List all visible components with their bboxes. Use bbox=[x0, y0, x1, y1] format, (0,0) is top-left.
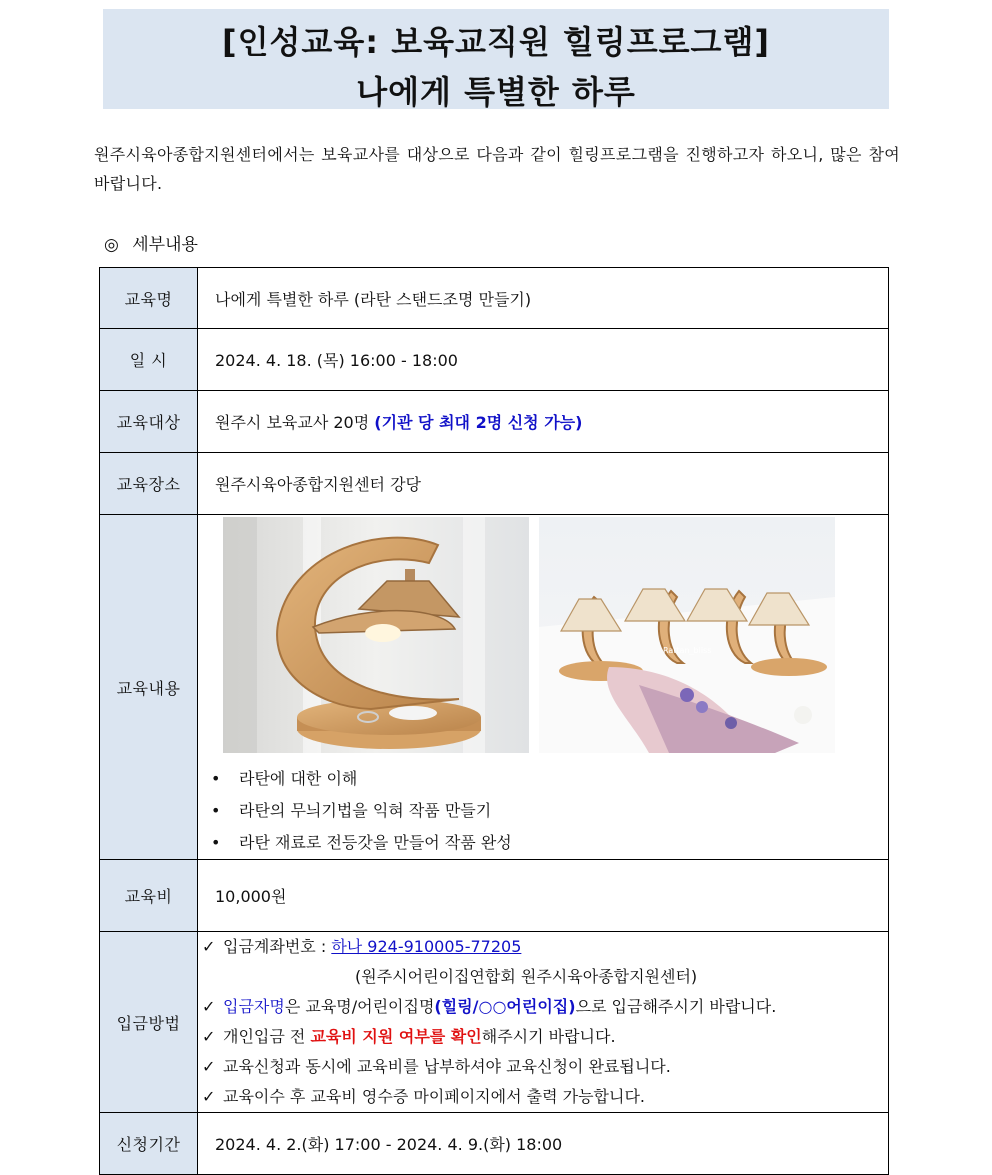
check-icon: ✓ bbox=[202, 1057, 216, 1076]
intro-paragraph: 원주시육아종합지원센터에서는 보육교사를 대상으로 다음과 같이 힐링프로그램을 진행하고자 하오니, 많은 참여바랍니다. bbox=[94, 145, 900, 193]
value-place: 원주시육아종합지원센터 강당 bbox=[198, 453, 889, 515]
value-date: 2024. 4. 18. (목) 16:00 - 18:00 bbox=[198, 329, 889, 391]
value-course-name: 나에게 특별한 하루 (라탄 스탠드조명 만들기) bbox=[198, 268, 889, 329]
target-highlight: (기관 당 최대 2명 신청 가능) bbox=[374, 413, 583, 432]
lamp-photo-group bbox=[539, 517, 835, 753]
photo-watermark: Rattan_bliss bbox=[663, 646, 712, 655]
list-item: • 라탄 재료로 전등갓을 만들어 작품 완성 bbox=[231, 827, 888, 859]
check-icon: ✓ bbox=[202, 937, 216, 956]
row-target bbox=[100, 391, 889, 453]
value-period: 2024. 4. 2.(화) 17:00 - 2024. 4. 9.(화) 18:00 bbox=[198, 1113, 889, 1175]
title-line-2: 나에게 특별한 하루 bbox=[356, 73, 636, 111]
label-date: 일 시 bbox=[100, 329, 198, 391]
depositor-tail: 으로 입금해주시기 바랍니다. bbox=[575, 997, 777, 1016]
depositor-example: (힐링/○○어린이집) bbox=[434, 997, 576, 1016]
row-course-name bbox=[100, 268, 889, 329]
target-text: 원주시 보육교사 20명 bbox=[215, 413, 375, 432]
list-item: • 라탄에 대한 이해 bbox=[231, 763, 888, 795]
label-fee: 교육비 bbox=[100, 860, 198, 932]
check-icon: ✓ bbox=[202, 1087, 216, 1106]
content-bullet-list bbox=[198, 763, 888, 859]
title-banner bbox=[103, 9, 889, 109]
check-highlight: 교육비 지원 여부를 확인 bbox=[310, 1027, 482, 1046]
label-target: 교육대상 bbox=[100, 391, 198, 453]
payment-complete-line bbox=[198, 1052, 888, 1082]
lamp-photo-single bbox=[223, 517, 529, 753]
payment-account-line bbox=[198, 932, 888, 962]
section-heading bbox=[104, 230, 198, 255]
list-item: • 라탄의 무늬기법을 익혀 작품 만들기 bbox=[231, 795, 888, 827]
value-content bbox=[198, 515, 889, 860]
row-fee bbox=[100, 860, 889, 932]
payment-depositor-line bbox=[198, 992, 888, 1022]
check-icon: ✓ bbox=[202, 1027, 216, 1046]
double-circle-icon: ◎ bbox=[104, 235, 119, 255]
details-table bbox=[99, 267, 889, 1175]
section-title: 세부내용 bbox=[132, 235, 198, 255]
label-course-name: 교육명 bbox=[100, 268, 198, 329]
depositor-text: 은 교육명/어린이집명 bbox=[284, 997, 435, 1016]
label-payment: 입금방법 bbox=[100, 932, 198, 1113]
label-period: 신청기간 bbox=[100, 1113, 198, 1175]
check-text: 개인입금 전 bbox=[223, 1027, 311, 1046]
payment-check-line bbox=[198, 1022, 888, 1052]
complete-text: 교육신청과 동시에 교육비를 납부하셔야 교육신청이 완료됩니다. bbox=[223, 1057, 671, 1076]
title-line-1: [인성교육: 보육교직원 힐링프로그램] bbox=[221, 23, 770, 61]
value-payment bbox=[198, 932, 889, 1113]
row-place bbox=[100, 453, 889, 515]
label-content: 교육내용 bbox=[100, 515, 198, 860]
receipt-text: 교육이수 후 교육비 영수증 마이페이지에서 출력 가능합니다. bbox=[223, 1087, 646, 1106]
row-payment bbox=[100, 932, 889, 1113]
account-prefix: 입금계좌번호 : bbox=[223, 937, 332, 956]
row-content bbox=[100, 515, 889, 860]
account-number: 하나 924-910005-77205 bbox=[331, 937, 522, 956]
row-period bbox=[100, 1113, 889, 1175]
value-fee: 10,000원 bbox=[198, 860, 889, 932]
check-tail: 해주시기 바랍니다. bbox=[481, 1027, 616, 1046]
label-place: 교육장소 bbox=[100, 453, 198, 515]
value-target bbox=[198, 391, 889, 453]
photo-gallery bbox=[198, 515, 888, 753]
row-date bbox=[100, 329, 889, 391]
depositor-label: 입금자명 bbox=[223, 997, 285, 1016]
check-icon: ✓ bbox=[202, 997, 216, 1016]
account-holder: (원주시어린이집연합회 원주시육아종합지원센터) bbox=[355, 967, 698, 986]
payment-receipt-line bbox=[198, 1082, 888, 1112]
